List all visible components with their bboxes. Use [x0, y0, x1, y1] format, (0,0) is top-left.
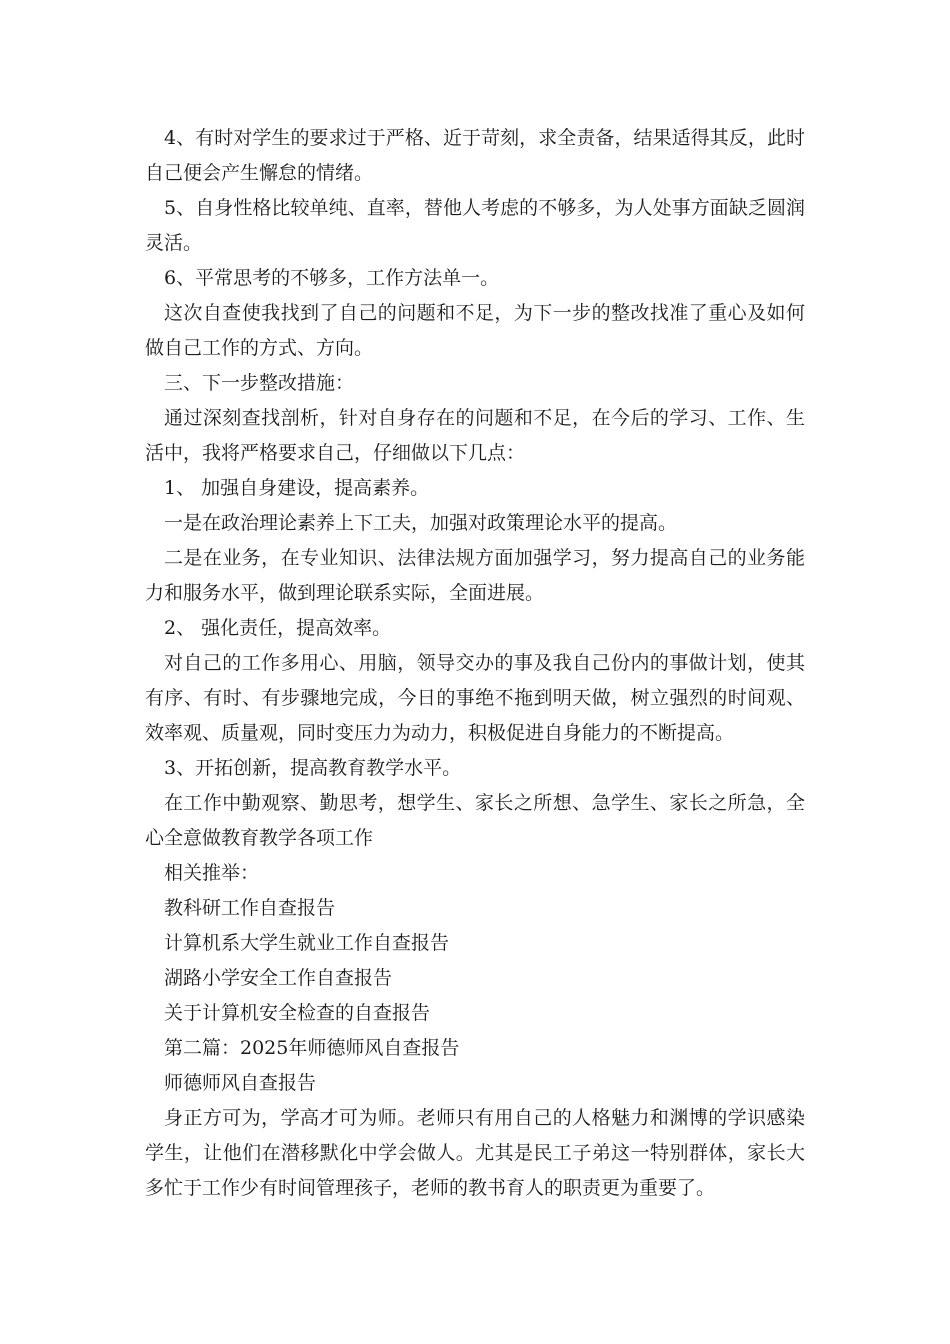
paragraph-measure-1a: 一是在政治理论素养上下工夫，加强对政策理论水平的提高。 [164, 512, 678, 534]
report-title: 师德师风自查报告 [164, 1072, 317, 1094]
measure-heading-1: 1、 加强自身建设，提高素养。 [164, 477, 430, 499]
paragraph-item-4: 4、有时对学生的要求过于严格、近于苛刻，求全责备，结果适得其反，此时自己便会产生懈怠的情绪。 [145, 127, 805, 184]
paragraph-item-5: 5、自身性格比较单纯、直率，替他人考虑的不够多，为人处事方面缺乏圆润灵活。 [145, 197, 805, 254]
paragraph-report-intro: 身正方可为，学高才可为师。老师只有用自己的人格魅力和渊博的学识感染学生，让他们在潜移默化中学会做人。尤其是民工子弟这一特别群体，家长大多忙于工作少有时间管理孩子，老师的教书育人的职责更为重要了。 [145, 1107, 805, 1199]
document-body [145, 121, 805, 1206]
paragraph-rectification-intro: 通过深刻查找剖析，针对自身存在的问题和不足，在今后的学习、工作、生活中，我将严格要求自己，仔细做以下几点： [145, 407, 805, 464]
related-item: 湖路小学安全工作自查报告 [164, 967, 393, 989]
paragraph-measure-1b: 二是在业务，在专业知识、法律法规方面加强学习，努力提高自己的业务能力和服务水平，做到理论联系实际，全面进展。 [145, 547, 805, 604]
related-heading: 相关推举： [164, 862, 260, 884]
related-item: 教科研工作自查报告 [164, 897, 336, 919]
measure-heading-2: 2、 强化责任，提高效率。 [164, 617, 392, 639]
related-item: 计算机系大学生就业工作自查报告 [164, 932, 450, 954]
chapter-title: 第二篇：2025年师德师风自查报告 [164, 1037, 460, 1059]
section-heading-rectification: 三、下一步整改措施： [164, 372, 355, 394]
paragraph-self-check-summary: 这次自查使我找到了自己的问题和不足，为下一步的整改找准了重心及如何做自己工作的方式、方向。 [145, 302, 805, 359]
measure-heading-3: 3、开拓创新，提高教育教学水平。 [164, 757, 462, 779]
paragraph-item-6: 6、平常思考的不够多，工作方法单一。 [164, 267, 500, 289]
related-item: 关于计算机安全检查的自查报告 [164, 1002, 431, 1024]
paragraph-measure-2: 对自己的工作多用心、用脑，领导交办的事及我自己份内的事做计划，使其有序、有时、有步骤地完成，今日的事绝不拖到明天做，树立强烈的时间观、效率观、质量观，同时变压力为动力，积极促进自身能力的不断提高。 [145, 652, 805, 744]
paragraph-measure-3: 在工作中勤观察、勤思考，想学生、家长之所想、急学生、家长之所急，全心全意做教育教学各项工作 [145, 792, 805, 849]
